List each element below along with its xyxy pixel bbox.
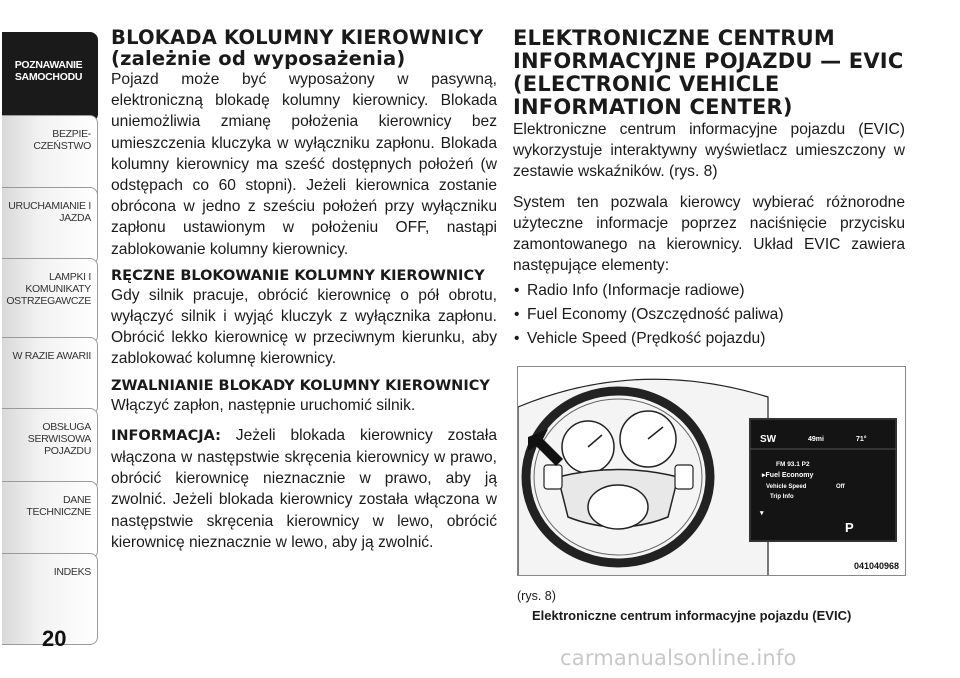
left-column xyxy=(111,27,497,553)
tab-uruchamianie-i-jazda[interactable]: URUCHAMIANIE I JAZDA xyxy=(2,187,98,265)
list-item: • Vehicle Speed (Prędkość pojazdu) xyxy=(513,327,905,351)
tab-w-razie-awarii[interactable]: W RAZIE AWARII xyxy=(2,337,98,415)
evic-down-icon: ▾ xyxy=(760,510,764,517)
evic-menu-item: Vehicle Speed xyxy=(766,484,807,490)
evic-figure xyxy=(517,366,906,576)
tab-bezpieczenstwo[interactable]: BEZPIE-CZEŃSTWO xyxy=(2,115,98,201)
unlock-text: Włączyć zapłon, następnie uruchomić silnik. xyxy=(111,396,416,414)
evic-compass: SW xyxy=(760,434,777,445)
steering-lock-intro: Pojazd może być wyposażony w pasywną, elektroniczną blokadę kolumny kierownicy. Blokada uniemożliwia zmianę położenia kierownicy bez umieszczenia kluczyka w wyłączniku zapłonu. Blokada kolumny kierownicy ma sześć dostępnych położeń (w odstępach co 60 stopni). Jeżeli kierownica zostanie obrócona w jedno z sześciu położeń przy wyłączniku zapłonu ustawionym w położeniu OFF, nastąpi zablokowanie kolumny kierownicy. xyxy=(111,71,497,258)
info-text: Jeżeli blokada kierownicy została włączona w następstwie skręcenia kierownicy w prawo, obrócić kierownicę nieznacznie w prawo, aby ją zwolnić. Jeżeli blokada kierownicy została włączona w następstwie skręcenia kierownicy w lewo, obrócić kierownicę nieznacznie w lewo, aby ją zwolnić. xyxy=(111,426,497,551)
evic-temp: 71° xyxy=(856,436,867,443)
evic-para-1: Elektroniczne centrum informacyjne pojazdu (EVIC) wykorzystuje interaktywny wyświetlacz umieszczony w zestawie wskaźników. (rys. 8) xyxy=(513,121,905,181)
figure-ref: (rys. 8) xyxy=(517,589,556,603)
unlock-heading: ZWALNIANIE BLOKADY KOLUMNY KIEROWNICY xyxy=(111,377,490,394)
info-label: INFORMACJA: xyxy=(111,427,221,444)
evic-menu-item: Trip Info xyxy=(770,494,794,500)
section-title-evic: ELEKTRONICZNE CENTRUM INFORMACYJNE POJAZDU — EVIC (ELECTRONIC VEHICLE INFORMATION CENTER) xyxy=(513,26,904,119)
evic-range: 49mi xyxy=(808,436,824,443)
list-item: • Radio Info (Informacje radiowe) xyxy=(513,279,905,303)
watermark: carmanualsonline.info xyxy=(560,646,797,670)
manual-lock-text: Gdy silnik pracuje, obrócić kierownicę o pół obrotu, wyłączyć silnik i wyjąć kluczyk z wyłącznika zapłonu. Obrócić lekko kierownicę w przeciwnym kierunku, aby zablokować kolumnę kierownicy. xyxy=(111,286,497,368)
evic-para-2: System ten pozwala kierowcy wybierać różnorodne użyteczne informacje poprzez naciśnięcie przycisku zamontowanego na kierownicy. Układ EVIC zawiera następujące elementy: xyxy=(513,193,905,275)
evic-gear: P xyxy=(845,520,854,535)
steering-wheel-illustration xyxy=(518,367,906,576)
tab-indeks[interactable]: INDEKS xyxy=(2,553,98,645)
page-number: 20 xyxy=(42,626,67,651)
tab-poznawanie-samochodu[interactable]: POZNAWANIE SAMOCHODU xyxy=(2,32,98,122)
evic-speed-status: Off xyxy=(836,484,845,490)
evic-station: FM 93.1 P2 xyxy=(776,461,810,468)
figure-caption: Elektroniczne centrum informacyjne pojazdu (EVIC) xyxy=(532,608,852,623)
figure-code: 041040968 xyxy=(853,561,899,571)
right-column xyxy=(513,27,905,351)
list-item: • Fuel Economy (Oszczędność paliwa) xyxy=(513,303,905,327)
section-title-steering-lock: BLOKADA KOLUMNY KIEROWNICY (zależnie od wyposażenia) xyxy=(111,26,484,70)
info-note xyxy=(111,425,497,553)
evic-menu-item: ▸Fuel Economy xyxy=(762,472,814,479)
tab-dane-techniczne[interactable]: DANE TECHNICZNE xyxy=(2,481,98,559)
manual-lock-heading: RĘCZNE BLOKOWANIE KOLUMNY KIEROWNICY xyxy=(111,267,485,284)
tab-obsluga-serwisowa[interactable]: OBSŁUGA SERWISOWA POJAZDU xyxy=(2,408,98,490)
evic-features-list xyxy=(513,279,905,351)
tab-lampki-i-komunikaty[interactable]: LAMPKI I KOMUNIKATY OSTRZEGAWCZE xyxy=(2,258,98,344)
